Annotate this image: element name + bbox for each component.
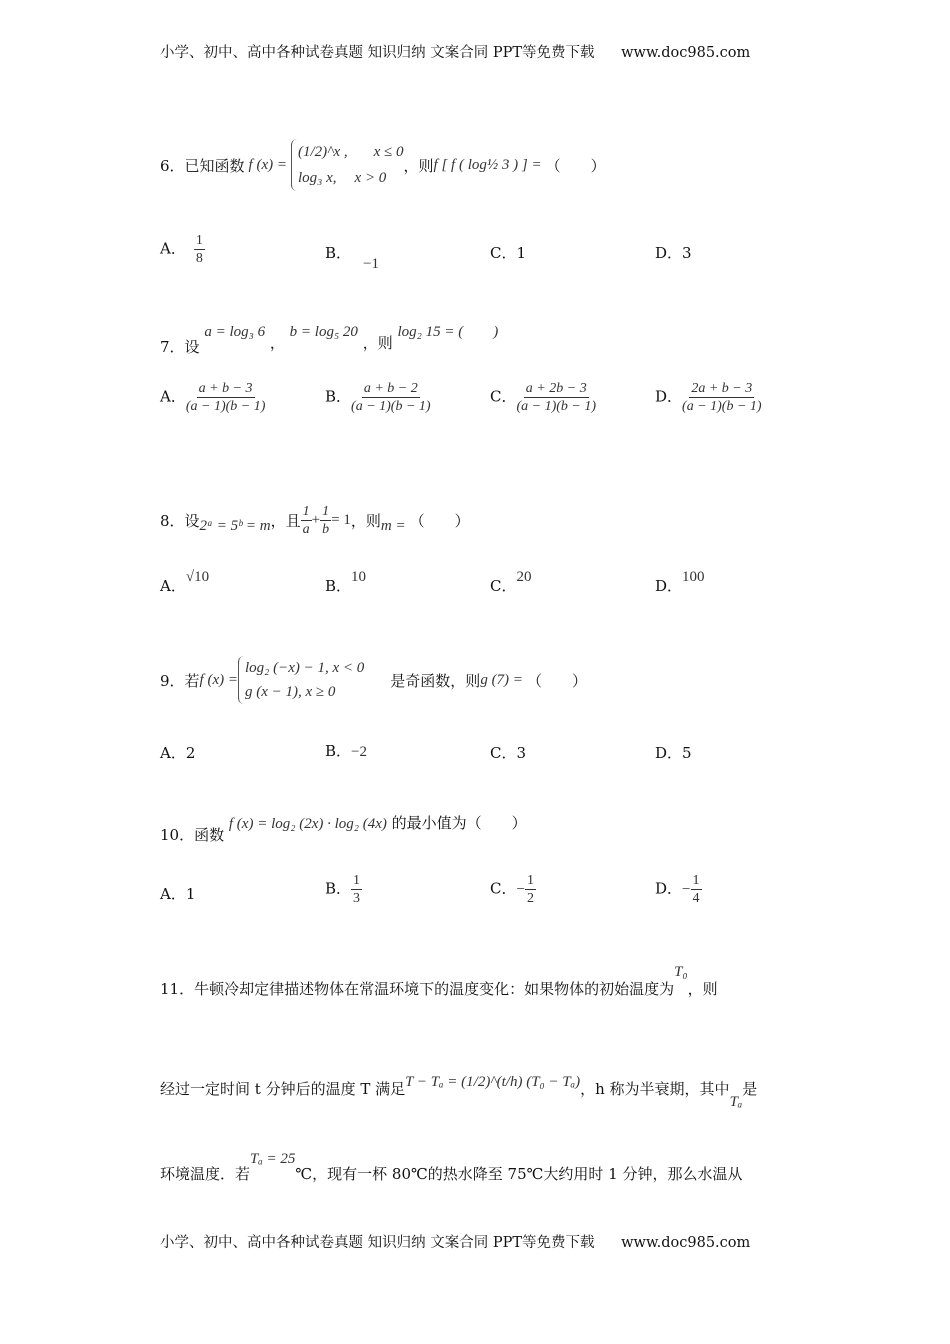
question-6 xyxy=(160,120,606,210)
q10-stem: 10．函数 xyxy=(160,826,225,844)
q9-options-1-label: B． xyxy=(325,742,352,760)
header-text: 小学、初中、高中各种试卷真题 知识归纳 文案合同 PPT等免费下载 xyxy=(160,45,595,61)
q6-case2-cond: x > 0 xyxy=(354,170,387,186)
q9-stem: 9．若 xyxy=(160,671,200,690)
q11-text2b: ，h 称为半衰期，其中 xyxy=(580,1080,730,1098)
q10-option-b xyxy=(325,872,362,907)
q9-answer-blank: （ ） xyxy=(526,671,587,690)
question-10 xyxy=(160,812,527,844)
q7-options-1-num: a + b − 2 xyxy=(363,381,418,396)
q8-and: ，且 xyxy=(270,511,301,530)
q7-options-2-num: a + 2b − 3 xyxy=(525,381,587,396)
q11-is: 是 xyxy=(742,1080,758,1098)
header-site: www.doc985.com xyxy=(621,45,751,61)
question-7 xyxy=(160,320,499,356)
q6-case1: (1/2)^x , xyxy=(297,144,348,160)
q6-options-2-value: 1 xyxy=(516,244,527,262)
q7-option-c xyxy=(490,380,596,415)
q9-g: g (7) = xyxy=(480,671,523,688)
q10-options-2-num: 1 xyxy=(526,873,534,888)
q9-case2: g (x − 1), x ≥ 0 xyxy=(244,684,336,700)
q6-options-3-value: 3 xyxy=(682,244,692,262)
q10-options-2-label: C． xyxy=(490,879,517,898)
question-8 xyxy=(160,500,470,540)
q9-options-0-value: 2 xyxy=(185,744,196,762)
question-9 xyxy=(160,652,587,708)
q8-stem: 8．设 xyxy=(160,511,200,530)
q10-options-3-sign: − xyxy=(682,881,691,898)
q8-options-0-value: √10 xyxy=(185,569,210,585)
q8-f1d: a xyxy=(302,521,310,537)
q7-options-1-den: (a − 1)(b − 1) xyxy=(351,399,431,414)
q7-a-def: a = log₃ 6 xyxy=(204,324,266,340)
q11-ta: Tₐ xyxy=(729,1094,743,1110)
q6-options-1-label: B． xyxy=(325,244,352,262)
q7-options-3-num: 2a + b − 3 xyxy=(691,381,753,396)
q6-options-2-label: C． xyxy=(490,244,517,262)
q8-options-1-value: 10 xyxy=(351,569,367,585)
q7-sep: ， xyxy=(269,334,285,352)
q8-options-3-value: 100 xyxy=(682,569,705,585)
q9-options-2-value: 3 xyxy=(516,744,527,762)
q10-options-2-den: 2 xyxy=(526,891,534,906)
footer-site: www.doc985.com xyxy=(621,1235,751,1251)
page-footer xyxy=(160,1231,750,1252)
q8-options-2-label: C． xyxy=(490,577,517,595)
q6-piecewise xyxy=(291,139,404,191)
q8-f1n: 1 xyxy=(302,503,310,519)
q8-options-0-label: A． xyxy=(160,577,186,595)
q6-options-0-den: 8 xyxy=(195,251,203,266)
q9-case1: log₂ (−x) − 1, x < 0 xyxy=(244,660,365,676)
q11-line3 xyxy=(160,1151,743,1184)
q10-options-1-label: B． xyxy=(325,879,352,898)
q8-plus: + xyxy=(311,511,321,528)
q6-then: ，则 xyxy=(403,156,434,175)
q11-line2 xyxy=(160,1074,758,1110)
q7-options-2-den: (a − 1)(b − 1) xyxy=(516,399,597,414)
q10-options-3-num: 1 xyxy=(692,873,700,888)
q11-text1: 11．牛顿冷却定律描述物体在常温环境下的温度变化：如果物体的初始温度为 xyxy=(160,980,675,998)
q11-formula: T − Tₐ = (1/2)^(t/h) (T₀ − Tₐ) xyxy=(405,1074,581,1090)
q6-options-1-value: −1 xyxy=(363,256,379,272)
q9-options-3-label: D． xyxy=(655,744,683,762)
q9-option-c xyxy=(490,742,526,763)
q6-answer-blank: （ ） xyxy=(545,156,606,175)
q10-options-0-value: 1 xyxy=(185,885,196,903)
footer-text: 小学、初中、高中各种试卷真题 知识归纳 文案合同 PPT等免费下载 xyxy=(160,1235,595,1251)
q10-options-3-label: D． xyxy=(655,879,683,898)
q7-option-a xyxy=(160,380,265,415)
q7-then: ，则 xyxy=(362,334,393,352)
q6-option-c xyxy=(490,242,526,263)
q9-options-2-label: C． xyxy=(490,744,517,762)
q6-options-0-num: 1 xyxy=(195,233,203,248)
q6-stem: 6．已知函数 xyxy=(160,156,245,175)
q7-options-2-label: C． xyxy=(490,387,517,406)
q6-case1-cond: x ≤ 0 xyxy=(373,144,404,160)
q7-options-1-label: B． xyxy=(325,387,352,406)
q7-option-d xyxy=(655,380,762,415)
q10-option-d xyxy=(655,872,702,907)
q7-options-3-den: (a − 1)(b − 1) xyxy=(682,399,762,414)
q11-ta25: Tₐ = 25 xyxy=(250,1151,296,1167)
q7-expression: log₂ 15 = ( ) xyxy=(397,324,499,340)
q9-option-d xyxy=(655,742,692,763)
q8-answer-blank: （ ） xyxy=(409,511,470,530)
q8-eq1: = 1 xyxy=(331,511,351,528)
q7-options-0-den: (a − 1)(b − 1) xyxy=(185,399,266,414)
q10-options-1-num: 1 xyxy=(353,873,361,888)
q7-stem: 7．设 xyxy=(160,338,200,356)
q6-function: f (x) = xyxy=(248,156,287,173)
q10-options-1-den: 3 xyxy=(353,891,361,906)
q7-options-3-label: D． xyxy=(655,387,683,406)
q11-text3a: 环境温度．若 xyxy=(160,1165,251,1183)
q8-then: ，则 xyxy=(350,511,381,530)
q8-f2n: 1 xyxy=(322,503,330,519)
q8-option-c xyxy=(490,565,532,595)
q8-f2d: b xyxy=(322,521,330,537)
q9-options-0-label: A． xyxy=(160,744,186,762)
q6-expression: f [ f ( log½ 3 ) ] = xyxy=(433,156,542,173)
q8-option-b xyxy=(325,565,367,595)
q8-m: m = xyxy=(380,517,406,534)
q11-line1 xyxy=(160,964,718,999)
q6-options-0-label: A． xyxy=(160,239,186,258)
q9-option-a xyxy=(160,742,195,763)
q11-t0: T₀ xyxy=(674,964,688,980)
q10-options-3-den: 4 xyxy=(692,891,700,906)
q9-piecewise xyxy=(238,656,364,704)
q10-option-c xyxy=(490,872,536,907)
q9-options-1-value: −2 xyxy=(351,744,367,760)
q7-options-0-label: A． xyxy=(160,387,186,406)
q11-text3b: ℃，现有一杯 80℃的热水降至 75℃大约用时 1 分钟，那么水温从 xyxy=(295,1165,743,1183)
q10-option-a xyxy=(160,883,195,904)
q9-option-b xyxy=(325,740,367,761)
q7-option-b xyxy=(325,380,431,415)
q10-options-0-label: A． xyxy=(160,885,186,903)
q10-options-2-sign: − xyxy=(516,881,525,898)
q9-function: f (x) = xyxy=(199,671,238,688)
q9-text: 是奇函数，则 xyxy=(390,671,481,690)
page-header xyxy=(160,41,750,62)
q6-option-b xyxy=(325,242,379,272)
q6-option-a xyxy=(160,232,205,267)
q8-equation: 2ᵃ = 5ᵇ = m xyxy=(199,517,271,534)
q8-options-1-label: B． xyxy=(325,577,352,595)
q7-options-0-num: a + b − 3 xyxy=(198,381,253,396)
q8-option-d xyxy=(655,565,705,595)
q8-options-2-value: 20 xyxy=(516,569,532,585)
q6-options-3-label: D． xyxy=(655,244,683,262)
q10-expression: f (x) = log₂ (2x) · log₂ (4x) xyxy=(228,816,387,832)
q8-option-a xyxy=(160,565,210,595)
q8-options-3-label: D． xyxy=(655,577,683,595)
q6-option-d xyxy=(655,242,692,263)
q11-text2a: 经过一定时间 t 分钟后的温度 T 满足 xyxy=(160,1080,406,1098)
q9-options-3-value: 5 xyxy=(682,744,692,762)
q7-b-def: b = log₅ 20 xyxy=(289,324,358,340)
q6-case2: log₃ x, xyxy=(297,170,337,186)
q11-then: ，则 xyxy=(687,980,718,998)
q10-text: 的最小值为（ ） xyxy=(391,814,527,832)
